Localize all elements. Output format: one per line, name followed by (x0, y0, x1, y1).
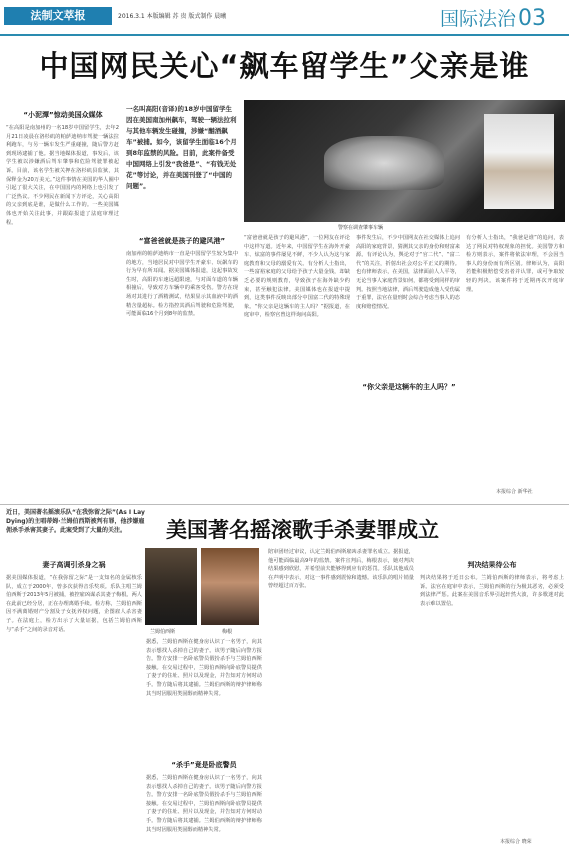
car-image (324, 136, 444, 190)
subheading: “富爸爸就是孩子的避风港” (138, 237, 226, 245)
subheading: “小泥潭”惊动美国众媒体 (23, 111, 103, 119)
article-column: 有分析人士指出，“我爸是谁”的追问，表达了网民对特权现象的担忧。美国警方和检方则表示，案件将依法审理，不会因当事人的身份而有所区别。律师认为，高阳若能积极赔偿受害者并认罪，或可争取较轻的判决。该案件将于近期再次开庭审理。 (466, 235, 564, 293)
wife-photo (201, 548, 259, 625)
section-title (440, 4, 546, 31)
headline-main: 中国网民关心“飙车留学生”父亲是谁 (39, 49, 530, 83)
subheading: “你父亲是这辆车的主人吗？” (362, 383, 456, 391)
article-column: 事件发生后，不少中国网友在社交媒体上追问高阳的家庭背景，猜测其父亲的身份和财富来源。有评论认为，舆论对于“官二代”、“富二代”的关注，折射出社会对公平正义的期待。也有律师表示，在美国，法律面前人人平等，无论当事人家庭背景如何，都将受到同样的审判。按照当地法律，酒后驾驶造成他人受伤属于重罪，法官在量刑时会综合考虑当事人的态度和赔偿情况。 (356, 235, 460, 310)
story-lead: 一名叫高阳(音译)的18岁中国留学生因在美国南加州飙车，驾驶一辆法拉利与其他车辆发生碰撞，涉嫌“酗酒飙车”被捕。如今，该留学生面临16个月到8年监禁的风险。目前，此案件备受中国网络上引发“我爸是”、“有钱无处花”等讨论，并在美国刊登了“中国的问题”。 (126, 105, 237, 190)
news-photo (244, 100, 565, 222)
page-number: 03 (518, 6, 547, 31)
section-name: 国际法治 (440, 8, 517, 30)
byline: 本报综合 晓荣 (500, 839, 532, 845)
photo-caption: 警察在调查肇事车辆 (338, 225, 384, 231)
photo-caption: 兰姆伯西斯 (150, 629, 176, 635)
inset-photo (484, 114, 554, 209)
article-column: “富爸爸就是孩子的避风港”，一位网友在评论中这样写道。近年来，中国留学生在海外开豪车、炫富的事件屡见不鲜，不少人认为这与家庭教育和父母的溺爱有关。有分析人士指出，一些富裕家庭的父母给予孩子大量金钱，却缺乏必要的规则教育，导致孩子在海外缺少约束，甚至触犯法律。美国媒体也在报道中提到，这类事件反映出部分中国富二代的特殊现象。“你父亲是这辆车的主人吗？”据报道，在庭审中，检察官曾这样询问高阳。 (244, 235, 350, 319)
subheading: 妻子高调引杀身之祸 (42, 561, 106, 569)
article-column: 陪审团经过审议，认定兰姆伯西斯雇凶杀妻罪名成立。据报道，他可能面临最高9年的监禁。案件宣判后，梅根表示，她对判决结果感到欣慰，并希望前夫能够得到应有的惩罚。乐队其他成员在声明中表示，对这一事件感到震惊和遗憾。该乐队的唱片销量曾经超过百万张。 (268, 549, 414, 590)
headline-second: 美国著名摇滚歌手杀妻罪成立 (166, 518, 439, 542)
photo-caption: 梅根 (222, 629, 233, 635)
section-divider (0, 504, 569, 505)
article-column: 据美国媒体报道，“在我弥留之际”是一支知名的金属核乐队，成立于2000年，曾多次获得音乐奖项。乐队主唱兰姆伯西斯于2013年5月被捕，被控雇凶谋杀其妻子梅根。两人在此前已经分居，正在办理离婚手续。检方称，兰姆伯西斯因不满离婚财产分割及子女抚养权问题，企图雇人杀害妻子。在法庭上，检方出示了大量证据，包括兰姆伯西斯与“杀手”之间的录音对话。 (6, 575, 142, 633)
article-column: 判决结果将于近日公布。兰姆伯西斯的律师表示，将考虑上诉。法官在庭审中表示，兰姆伯西斯的行为极其恶劣，必须受到法律严惩。此案在美国音乐界引起轩然大波，许多歌迷对此表示难以置信。 (420, 575, 564, 607)
byline: 本报综合 新华社 (496, 489, 533, 495)
subheading: “杀手”竟是卧底警员 (171, 761, 237, 769)
article-column: 据悉，兰姆伯西斯在健身房认识了一名男子，向其表示想找人杀掉自己的妻子。该男子随后向警方报告。警方安排一名卧底警员假扮杀手与兰姆伯西斯接触。在交易过程中，兰姆伯西斯向卧底警员提供了妻子的住址、照片以及现金，并告知对方何时动手。警方随后将其逮捕。兰姆伯西斯的辩护律师称其当时因服用类固醇而精神失常。 (146, 639, 262, 697)
subheading: 判决结果待公布 (467, 561, 517, 569)
story-lead: 近日，美国著名摇滚乐队“在我弥留之际”(As I Lay Dying)的主唱蒂姆·兰姆伯西斯被判有罪，他涉嫌雇佣杀手杀害其妻子。此案受到了大量的关注。 (6, 509, 145, 534)
newspaper-logo: 法制文萃报 (4, 7, 112, 25)
issue-info: 2016.3.1 本版编辑 苏 贵 版式制作 晨曦 (118, 13, 227, 20)
singer-photo (145, 548, 197, 625)
article-column: 据悉，兰姆伯西斯在健身房认识了一名男子，向其表示想找人杀掉自己的妻子。该男子随后向警方报告。警方安排一名卧底警员假扮杀手与兰姆伯西斯接触。在交易过程中，兰姆伯西斯向卧底警员提供了妻子的住址、照片以及现金，并告知对方何时动手。警方随后将其逮捕。兰姆伯西斯的辩护律师称其当时因服用类固醇而精神失常。 (146, 775, 262, 833)
article-column: “在高阳是南加州的一名18岁中国留学生，去年2月21日凌晨在洛杉矶的帕萨迪纳市驾驶一辆法拉利跑车，与另一辆车发生严重碰撞，随后警方赶到现场逮捕了他。据当地媒体报道，事发后，该学生被以涉嫌酒后驾车肇事和危险驾驶罪被起诉。目前，该名学生被关押在洛杉矶县监狱，其保释金为20万美元。”这件事情在美国的华人圈中引起了很大关注，在中国国内的网络上也引发了广泛热议。不少网民在新闻下方评论，关心高阳的父亲到底是谁，是做什么工作的。一些美国媒体也开始关注此事，并跟踪报道了法庭审理过程。 (6, 125, 119, 226)
article-column: 南加州的帕萨迪纳市一直是中国留学生较为集中的地方，当地居民对中国学生开豪车、玩飙车的行为早有所耳闻。据美国媒体报道，这起事故发生时，高阳的车速远超限速，与对面车道的车辆相撞后，导致对方车辆中的乘客受伤。警方在现场对其进行了酒精测试，结果显示其血液中的酒精含量超标。检方指控其酒后驾驶和危险驾驶，可能面临16个月到8年的监禁。 (126, 251, 238, 318)
